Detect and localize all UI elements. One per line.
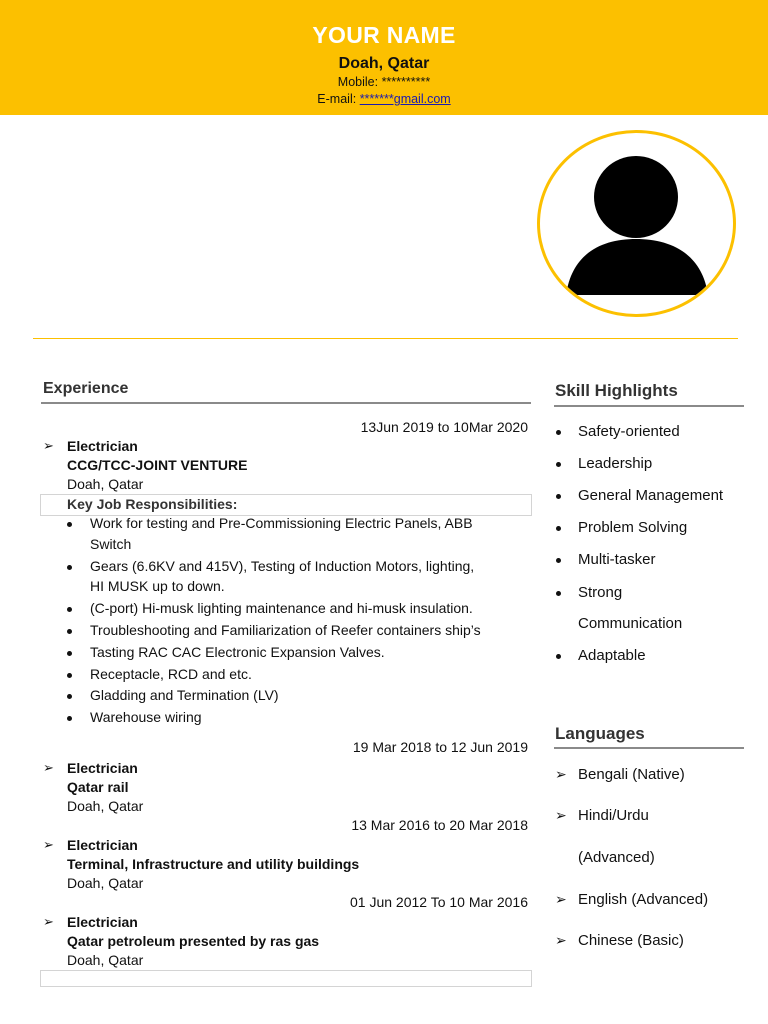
arrow-bullet-icon: ➢ — [43, 760, 54, 775]
job-role: Electrician — [67, 914, 138, 930]
responsibility-item-cont: Switch — [90, 536, 132, 552]
job-role: Electrician — [67, 760, 138, 776]
arrow-bullet-icon: ➢ — [555, 932, 567, 948]
job-company: Qatar petroleum presented by ras gas — [67, 933, 320, 949]
experience-title: Experience — [43, 380, 129, 397]
arrow-bullet-icon: ➢ — [43, 914, 54, 929]
profile-photo — [537, 130, 736, 317]
bullet-dot-icon — [67, 565, 72, 570]
skills-rule — [554, 405, 744, 407]
header-divider — [33, 338, 738, 339]
bullet-dot-icon — [67, 522, 72, 527]
bullet-dot-icon — [67, 694, 72, 699]
skill-item: Problem Solving — [578, 519, 688, 536]
bullet-dot-icon — [556, 430, 561, 435]
job-location: Doah, Qatar — [67, 875, 144, 891]
email-line — [0, 92, 768, 106]
arrow-bullet-icon: ➢ — [43, 438, 54, 453]
bullet-dot-icon — [556, 462, 561, 467]
experience-rule — [41, 402, 531, 404]
responsibility-item: Tasting RAC CAC Electronic Expansion Valves. — [90, 644, 385, 660]
responsibility-item: Gears (6.6KV and 415V), Testing of Induction Motors, lighting, — [90, 558, 475, 574]
mobile-value: ********** — [381, 75, 431, 89]
job-company: Qatar rail — [67, 779, 129, 795]
languages-rule — [554, 747, 744, 749]
skill-item: Leadership — [578, 455, 653, 472]
mobile-line — [0, 75, 768, 89]
skill-item: Adaptable — [578, 647, 646, 664]
skill-item-cont: Communication — [578, 615, 683, 632]
responsibility-item: (C-port) Hi-musk lighting maintenance and hi-musk insulation. — [90, 600, 473, 616]
bullet-dot-icon — [556, 526, 561, 531]
skill-item: General Management — [578, 487, 724, 504]
bullet-dot-icon — [67, 716, 72, 721]
job-location: Doah, Qatar — [67, 798, 144, 814]
arrow-bullet-icon: ➢ — [555, 891, 567, 907]
language-item: Chinese (Basic) — [578, 932, 684, 949]
job-date: 13Jun 2019 to 10Mar 2020 — [360, 419, 528, 435]
job-role: Electrician — [67, 438, 138, 454]
skill-item: Safety-oriented — [578, 423, 680, 440]
job-date: 19 Mar 2018 to 12 Jun 2019 — [352, 739, 528, 755]
mobile-label: Mobile: — [337, 75, 379, 89]
responsibility-item: Troubleshooting and Familiarization of Reefer containers ship’s — [90, 622, 481, 638]
bottom-box — [40, 970, 532, 987]
job-date: 13 Mar 2016 to 20 Mar 2018 — [351, 817, 528, 833]
candidate-name: YOUR NAME — [312, 22, 456, 48]
user-avatar-icon — [540, 133, 733, 314]
language-item: Bengali (Native) — [578, 766, 685, 783]
key-responsibilities-title: Key Job Responsibilities: — [67, 496, 238, 512]
header-banner — [0, 0, 768, 115]
email-label: E-mail: — [317, 92, 357, 106]
responsibility-item: Receptacle, RCD and etc. — [90, 666, 252, 682]
responsibility-item: Gladding and Termination (LV) — [90, 687, 279, 703]
bullet-dot-icon — [556, 654, 561, 659]
responsibility-item-cont: HI MUSK up to down. — [90, 578, 225, 594]
language-item: English (Advanced) — [578, 891, 709, 908]
bullet-dot-icon — [67, 673, 72, 678]
arrow-bullet-icon: ➢ — [43, 837, 54, 852]
language-item: Hindi/Urdu — [578, 807, 649, 824]
skill-item: Multi-tasker — [578, 551, 656, 568]
language-item-cont: (Advanced) — [578, 849, 655, 866]
job-company: CCG/TCC-JOINT VENTURE — [67, 457, 248, 473]
bullet-dot-icon — [556, 558, 561, 563]
bullet-dot-icon — [556, 494, 561, 499]
responsibility-item: Work for testing and Pre-Commissioning Electric Panels, ABB — [90, 515, 473, 531]
skills-title: Skill Highlights — [555, 381, 678, 400]
bullet-dot-icon — [556, 591, 561, 596]
languages-title: Languages — [555, 724, 645, 743]
skill-item: Strong — [578, 584, 623, 601]
responsibility-item: Warehouse wiring — [90, 709, 202, 725]
arrow-bullet-icon: ➢ — [555, 766, 567, 782]
job-location: Doah, Qatar — [67, 952, 144, 968]
bullet-dot-icon — [67, 651, 72, 656]
arrow-bullet-icon: ➢ — [555, 807, 567, 823]
job-location: Doah, Qatar — [67, 476, 144, 492]
job-date: 01 Jun 2012 To 10 Mar 2016 — [350, 894, 528, 910]
email-link[interactable]: *******gmail.com — [359, 92, 451, 106]
job-company: Terminal, Infrastructure and utility buildings — [67, 856, 360, 872]
bullet-dot-icon — [67, 629, 72, 634]
bullet-dot-icon — [67, 607, 72, 612]
job-role: Electrician — [67, 837, 138, 853]
candidate-city: Doah, Qatar — [338, 55, 430, 72]
